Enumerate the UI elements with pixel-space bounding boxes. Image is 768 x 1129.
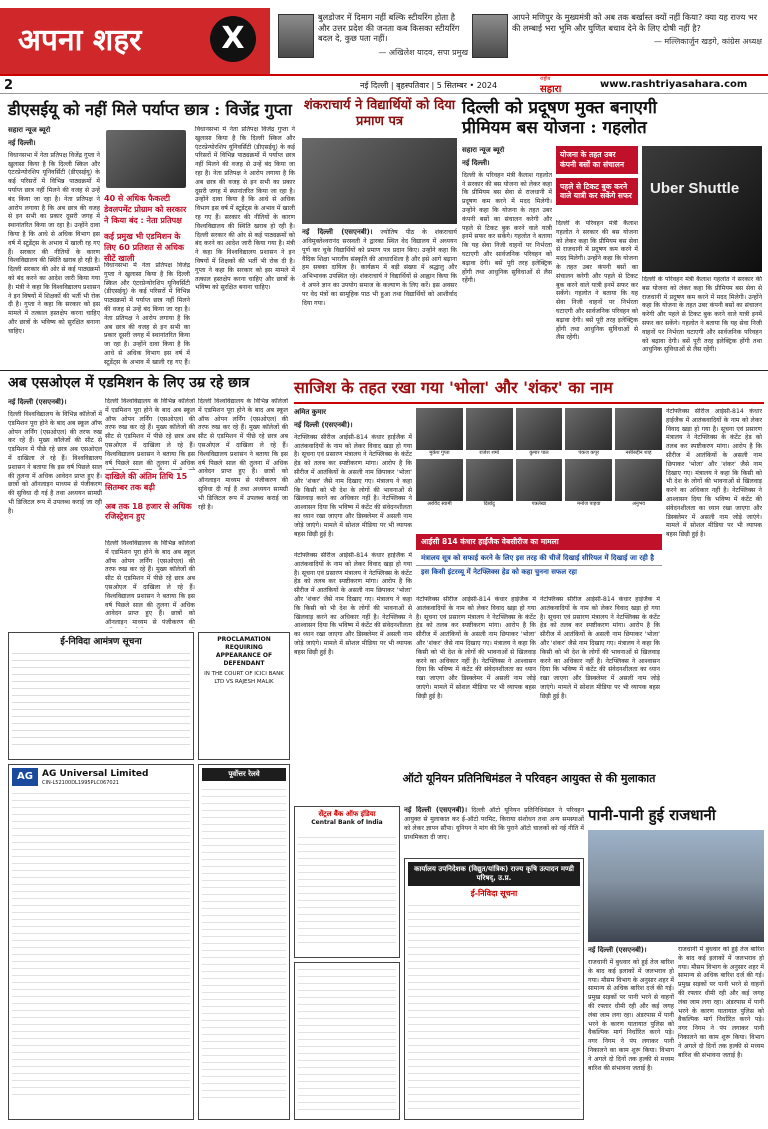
story1-body-cont2: विधानसभा में नेता प्रतिपक्ष विजेंद्र गुप्ता ने खुलासा किया है कि दिल्ली स्किल और एंटरप्रेन्योरशिप यूनिवर्सिटी (डीएसईयू) के कई परिसरों में विभिन्न पाठ्यक्रमों में पर्याप्त छात्र नहीं मिलने की वजह से उन्हें बंद किया जा रहा है। नेता प्रतिपक्ष ने आरोप लगाया है कि अब छात्र की वजह से इन सभी का प्रकार दूसरी जगह में स्थानांतरित किया जा रहा है। उन्होंने दावा किया है कि आधे से अधिक विभाग इस वर्ष में स्टूडेंट्स के अभाव में खाली रह गए हैं। सरकार की नीतियों के कारण विश्वविद्यालय की स्थिति खराब हो रही है। दिल्ली सरकार की ओर से कई पाठ्यक्रमों को बंद करने का आदेश जारी किया गया है। मंत्री ने कहा कि विश्वविद्यालय प्रशासन ने इन विषयों में शिक्षकों की भर्ती भी रोक दी है। गुप्ता ने कहा कि सरकार को इस मामले में तत्काल हस्तक्षेप करना चाहिए और छात्रों के भविष्य को सुरक्षित बनाना चाहिए।: [195, 126, 295, 292]
story6-body: [404, 806, 584, 854]
cast-member: पत्रलेखा: [516, 459, 563, 507]
story4-headline: अब एसओएल में एडमिशन के लिए उम्र रहे छात्र: [8, 375, 250, 391]
story5-body-col1: [294, 408, 412, 548]
ag-universal-ad: [8, 764, 194, 1120]
quote2-text: आपने मणिपुर के मुख्यमंत्री को अब तक बर्खास्त क्यों नहीं किया? क्या यह राज्य भर की लम्बाई भरा भूमि और घुणित बचाव देने के लिए दोषी नहीं है?: [512, 12, 758, 33]
bank-title-en: Central Bank of India: [311, 819, 383, 827]
story6-headline: ऑटो यूनियन प्रतिनिधिमंडल ने परिवहन आयुक्त से की मुलाकात: [402, 772, 656, 785]
proclamation-court: IN THE COURT OF ICICI BANK LTD VS RAJESH MALIK: [204, 671, 284, 685]
story3-headline-2: प्रीमियम बस योजना : गहलोत: [462, 118, 647, 139]
story4-body: दिल्ली विश्वविद्यालय के विभिन्न कॉलेजों में एडमिशन पूरा होने के बाद अब स्कूल ऑफ ओपन लर्निंग (एसओएल) की तरफ रुख कर रहे हैं। मुख्य कॉलेजों की सीट से एडमिशन में पीछे रहे छात्र अब एसओएल में दाखिला ले रहे हैं। विश्वविद्यालय प्रशासन ने बताया कि इस वर्ष पिछले साल की तुलना में अधिक आवेदन प्राप्त हुए हैं। छात्रों को ऑनलाइन माध्यम से पंजीकरण की सुविधा दी गई है तथा अध्ययन सामग्री भी डिजिटल रूप में उपलब्ध कराई जा रही है।: [8, 410, 102, 515]
cast-member: कुमार पाल: [516, 408, 563, 456]
paper-name: सहारा: [540, 84, 562, 95]
quote1-author: — अखिलेश यादव, सपा प्रमुख: [378, 47, 468, 57]
story1-body-cont: विधानसभा में नेता प्रतिपक्ष विजेंद्र गुप्ता ने खुलासा किया है कि दिल्ली स्किल और एंटरप्रेन्योरशिप यूनिवर्सिटी (डीएसईयू) के कई परिसरों में विभिन्न पाठ्यक्रमों में पर्याप्त छात्र नहीं मिलने की वजह से उन्हें बंद किया जा रहा है। नेता प्रतिपक्ष ने आरोप लगाया है कि अब छात्र की वजह से इन सभी का प्रकार दूसरी जगह में स्थानांतरित किया जा रहा है। उन्होंने दावा किया है कि आधे से अधिक विभाग इस वर्ष में स्टूडेंट्स के अभाव में खाली रह गए हैं।: [104, 262, 190, 366]
tender-title: कार्यालय उपनिदेशक (विद्युत/यांत्रिक) राज्य कृषि उत्पादन मण्डी परिषद्, उ.प्र.: [408, 862, 580, 886]
story4-bullet-1: दाखिले की अंतिम तिथि 15 सितम्बर तक बढ़ी: [105, 472, 188, 492]
cast-member: दिब्येंदु: [466, 459, 513, 507]
page-number: 2: [4, 78, 14, 93]
story2-body: [302, 228, 457, 366]
story6-text: दिल्ली ऑटो यूनियन प्रतिनिधिमंडल ने परिवहन आयुक्त से मुलाकात कर ई-ऑटो परमिट, किराया संशोधन तथा अन्य समस्याओं को लेकर ज्ञापन सौंपा। यूनियन ने मांग की कि पुराने ऑटो चालकों को नई नीति में प्राथमिकता दी जाए।: [404, 807, 584, 841]
story3-body-col2: [556, 220, 638, 366]
story1: [8, 100, 308, 119]
divider: [0, 370, 768, 371]
notice-ad-2: [294, 962, 400, 1120]
notice-ad-title: ई-निविदा आमंत्रण सूचना: [60, 637, 142, 647]
story3-bullet-2: पहले से टिकट बुक करने वाले यात्री कर सकेंगे सफर: [556, 178, 638, 206]
story3-body-col1: [462, 146, 552, 366]
story4-body-col3: [198, 398, 288, 628]
story5-body-cont: नेटफ्लिक्स सीरीज आईसी-814 कंधार हाईजैक में आतंकवादियों के नाम को लेकर विवाद खड़ा हो गया है। सूचना एवं प्रसारण मंत्रालय ने नेटफ्लिक्स के कंटेंट हेड को तलब कर स्पष्टीकरण मांगा। आरोप है कि सीरीज में आतंकियों के असली नाम छिपाकर 'भोला' और 'शंकर' जैसे नाम दिखाए गए। मंत्रालय ने कहा कि किसी को भी देश के लोगों की भावनाओं से खिलवाड़ करने का अधिकार नहीं है। नेटफ्लिक्स ने आश्वासन दिया कि भविष्य में कंटेंट की संवेदनशीलता का ध्यान रखा जाएगा और डिस्क्लेमर में असली नाम जोड़े जाएंगे। मामले में सोशल मीडिया पर भी व्यापक बहस छिड़ी हुई है।: [416, 596, 536, 700]
story5-cast-grid: [416, 408, 662, 530]
cast-member: अनुभव: [615, 459, 662, 507]
story3-byline: सहारा न्यूज ब्यूरो: [462, 146, 505, 154]
brand-title: अपना शहर: [18, 23, 142, 58]
story1-body-col2: [104, 262, 190, 366]
story3-photo: [642, 146, 762, 272]
story7-body-col1: [588, 946, 674, 1124]
story3-body-col3: [642, 276, 762, 366]
story5-body: नेटफ्लिक्स सीरीज आईसी-814 कंधार हाईजैक में आतंकवादियों के नाम को लेकर विवाद खड़ा हो गया है। सूचना एवं प्रसारण मंत्रालय ने नेटफ्लिक्स के कंटेंट हेड को तलब कर स्पष्टीकरण मांगा। आरोप है कि सीरीज में आतंकियों के असली नाम छिपाकर 'भोला' और 'शंकर' जैसे नाम दिखाए गए। मंत्रालय ने कहा कि किसी को भी देश के लोगों की भावनाओं से खिलवाड़ करने का अधिकार नहीं है। नेटफ्लिक्स ने आश्वासन दिया कि भविष्य में कंटेंट की संवेदनशीलता का ध्यान रखा जाएगा और डिस्क्लेमर में असली नाम जोड़े जाएंगे। मामले में सोशल मीडिया पर भी व्यापक बहस छिड़ी हुई है।: [294, 433, 412, 538]
quote2-author: — मल्लिकार्जुन खड़गे, कांग्रेस अध्यक्ष: [653, 37, 762, 47]
story1-body: विधानसभा में नेता प्रतिपक्ष विजेंद्र गुप्ता ने खुलासा किया है कि दिल्ली स्किल और एंटरप्रेन्योरशिप यूनिवर्सिटी (डीएसईयू) के कई परिसरों में विभिन्न पाठ्यक्रमों में पर्याप्त छात्र नहीं मिलने की वजह से उन्हें बंद किया जा रहा है। नेता प्रतिपक्ष ने आरोप लगाया है कि अब छात्र की वजह से इन सभी का प्रकार दूसरी जगह में स्थानांतरित किया जा रहा है। उन्होंने दावा किया है कि आधे से अधिक विभाग इस वर्ष में स्टूडेंट्स के अभाव में खाली रह गए हैं। सरकार की नीतियों के कारण विश्वविद्यालय की स्थिति खराब हो रही है। दिल्ली सरकार की ओर से कई पाठ्यक्रमों को बंद करने का आदेश जारी किया गया है। मंत्री ने कहा कि विश्वविद्यालय प्रशासन ने इन विषयों में शिक्षकों की भर्ती भी रोक दी है। गुप्ता ने कहा कि सरकार को इस मामले में तत्काल हस्तक्षेप करना चाहिए और छात्रों के भविष्य को सुरक्षित बनाना चाहिए।: [8, 151, 100, 335]
brand-banner: [0, 8, 270, 74]
story7-body-col2: [678, 946, 764, 1124]
cast-member: मनोज पाहवा: [565, 459, 612, 507]
story2-photo: [302, 138, 457, 224]
story1-portrait: [106, 130, 186, 188]
story1-body-col3: [195, 126, 295, 366]
paper-name-small: राष्ट्रीय: [540, 76, 551, 82]
tender-ad: [404, 858, 584, 1120]
railway-title: पूर्वोत्तर रेलवे: [202, 768, 286, 781]
story6: [294, 772, 764, 786]
story7-body: राजधानी में बुधवार को हुई तेज बारिश के बाद कई इलाकों में जलभराव हो गया। मौसम विभाग के अनुसार शहर में सामान्य से अधिक बारिश दर्ज की गई। प्रमुख सड़कों पर पानी भरने से वाहनों की रफ्तार धीमी रही और कई जगह लंबा जाम लगा रहा। अंडरपास में पानी भरने के कारण यातायात पुलिस को वैकल्पिक मार्ग निर्धारित करने पड़े। नगर निगम ने पंप लगाकर पानी निकालने का काम शुरू किया। विभाग ने अगले दो दिनों तक हल्की से मध्यम बारिश की संभावना जताई है।: [588, 958, 674, 1072]
date-ribbon: [0, 74, 768, 94]
story3: [462, 98, 762, 139]
cast-member: पंकज कपूर: [565, 408, 612, 456]
story5-dateline: नई दिल्ली (एसएनबी)।: [294, 420, 353, 429]
story2-dateline: नई दिल्ली (एसएनबी)।: [302, 228, 373, 236]
quote1-portrait: [278, 14, 314, 58]
story5-body-col2: [416, 596, 536, 768]
story4-body-cont2: दिल्ली विश्वविद्यालय के विभिन्न कॉलेजों में एडमिशन पूरा होने के बाद अब स्कूल ऑफ ओपन लर्निंग (एसओएल) की तरफ रुख कर रहे हैं। मुख्य कॉलेजों की सीट से एडमिशन में पीछे रहे छात्र अब एसओएल में दाखिला ले रहे हैं। विश्वविद्यालय प्रशासन ने बताया कि इस वर्ष पिछले साल की तुलना में अधिक आवेदन प्राप्त हुए हैं। छात्रों को ऑनलाइन माध्यम से पंजीकरण की: [105, 540, 195, 627]
story1-dateline: नई दिल्ली।: [8, 138, 36, 147]
quote1-text: बुलडोजर में दिमाग नहीं बल्कि स्टीयरिंग होता है और उत्तर प्रदेश की जनता कब किसका स्टीयरिंग बदल दे, कुछ पता नहीं।: [318, 12, 460, 44]
story5-body-cont4: नेटफ्लिक्स सीरीज आईसी-814 कंधार हाईजैक में आतंकवादियों के नाम को लेकर विवाद खड़ा हो गया है। सूचना एवं प्रसारण मंत्रालय ने नेटफ्लिक्स के कंटेंट हेड को तलब कर स्पष्टीकरण मांगा। आरोप है कि सीरीज में आतंकियों के असली नाम छिपाकर 'भोला' और 'शंकर' जैसे नाम दिखाए गए। मंत्रालय ने कहा कि किसी को भी देश के लोगों की भावनाओं से खिलवाड़ करने का अधिकार नहीं है। नेटफ्लिक्स ने आश्वासन दिया कि भविष्य में कंटेंट की संवेदनशीलता का ध्यान रखा जाएगा और डिस्क्लेमर में असली नाम जोड़े जाएंगे। मामले में सोशल मीडिया पर भी व्यापक बहस छिड़ी हुई है।: [294, 552, 412, 656]
story3-bullet-1: योजना के तहत उबर कंपनी बसों का संचालन: [556, 146, 638, 174]
cast-member: राजेश शर्मा: [466, 408, 513, 456]
story3-body: दिल्ली के परिवहन मंत्री कैलाश गहलोत ने सरकार की बस योजना को लेकर कहा कि प्रीमियम बस सेवा से राजधानी में प्रदूषण कम करने में मदद मिलेगी। उन्होंने कहा कि योजना के तहत उबर कंपनी बसों का संचालन करेगी और पहले से टिकट बुक करने वाले यात्री इनमें सफर कर सकेंगे। गहलोत ने बताया कि यह सेवा निजी वाहनों पर निर्भरता घटाएगी और सार्वजनिक परिवहन को बढ़ावा देगी। बसें पूरी तरह इलेक्ट्रिक होंगी तथा आधुनिक सुविधाओं से लैस रहेंगी।: [462, 171, 552, 285]
story4-body-col2b: [105, 540, 195, 628]
masthead: [0, 0, 768, 74]
story1-headline: डीएसईयू को नहीं मिले पर्याप्त छात्र : विजेंद्र गुप्ता: [8, 100, 292, 119]
story5-body-cont2: नेटफ्लिक्स सीरीज आईसी-814 कंधार हाईजैक में आतंकवादियों के नाम को लेकर विवाद खड़ा हो गया है। सूचना एवं प्रसारण मंत्रालय ने नेटफ्लिक्स के कंटेंट हेड को तलब कर स्पष्टीकरण मांगा। आरोप है कि सीरीज में आतंकियों के असली नाम छिपाकर 'भोला' और 'शंकर' जैसे नाम दिखाए गए। मंत्रालय ने कहा कि किसी को भी देश के लोगों की भावनाओं से खिलवाड़ करने का अधिकार नहीं है। नेटफ्लिक्स ने आश्वासन दिया कि भविष्य में कंटेंट की संवेदनशीलता का ध्यान रखा जाएगा और डिस्क्लेमर में असली नाम जोड़े जाएंगे। मामले में सोशल मीडिया पर भी व्यापक बहस छिड़ी हुई है।: [540, 596, 660, 700]
story5-callouts: [416, 534, 662, 579]
ag-title: AG Universal Limited: [42, 769, 149, 779]
story2-headline: शंकराचार्य ने विद्यार्थियों को दिया प्रमाण पत्र: [303, 98, 456, 130]
story4-bullets: [105, 472, 195, 523]
story2: [302, 98, 457, 131]
ag-logo-icon: AG: [12, 768, 38, 786]
story4-dateline: नई दिल्ली (एसएनबी)।: [8, 398, 67, 406]
website: www.rashtriyasahara.com: [600, 79, 748, 90]
story7: [588, 806, 764, 824]
story5-callout-1: आईसी 814 कंधार हाईजैक वेबसीरीज का मामला: [416, 534, 662, 550]
story5-callout-3: इस किसी इंटरव्यू में नेटफ्लिक्स हेड को कहा चुनना सफल रहा: [421, 568, 577, 576]
story5-callout-2: मंत्रालय सूत्र को सफाई करने के लिए इस तरह की चीजें दिखाई सीरियल में दिखाई जा रही है: [416, 552, 662, 566]
story3-dateline: नई दिल्ली।: [462, 158, 490, 167]
proclamation-title: PROCLAMATION REQUIRING APPEARANCE OF DEFENDANT: [215, 636, 273, 668]
story5-body-col1b: [294, 552, 412, 768]
story1-bullet-1: 40 से अधिक फैकल्टी डेवलपमेंट प्रोग्राम को सरकार ने किया बंद : नेता प्रतिपक्ष: [104, 194, 187, 225]
story5-headline: साजिश के तहत रखा गया 'भोला' और 'शंकर' का नाम: [294, 378, 613, 397]
story4-body-cont3: दिल्ली विश्वविद्यालय के विभिन्न कॉलेजों में एडमिशन पूरा होने के बाद अब स्कूल ऑफ ओपन लर्निंग (एसओएल) की तरफ रुख कर रहे हैं। मुख्य कॉलेजों की सीट से एडमिशन में पीछे रहे छात्र अब एसओएल में दाखिला ले रहे हैं। विश्वविद्यालय प्रशासन ने बताया कि इस वर्ष पिछले साल की तुलना में अधिक आवेदन प्राप्त हुए हैं। छात्रों को ऑनलाइन माध्यम से पंजीकरण की सुविधा दी गई है तथा अध्ययन सामग्री भी डिजिटल रूप में उपलब्ध कराई जा रही है।: [198, 398, 288, 511]
cast-member: अरविंद स्वामी: [416, 459, 463, 507]
story5-body-col4: [666, 408, 762, 768]
railway-ad: [198, 764, 290, 1120]
story3-bullets: [556, 146, 638, 205]
story6-dateline: नई दिल्ली (एसएनबी)।: [404, 806, 468, 814]
x-logo-icon: X: [210, 16, 256, 62]
story1-body-col1: [8, 126, 100, 366]
story7-body-cont: राजधानी में बुधवार को हुई तेज बारिश के बाद कई इलाकों में जलभराव हो गया। मौसम विभाग के अनुसार शहर में सामान्य से अधिक बारिश दर्ज की गई। प्रमुख सड़कों पर पानी भरने से वाहनों की रफ्तार धीमी रही और कई जगह लंबा जाम लगा रहा। अंडरपास में पानी भरने के कारण यातायात पुलिस को वैकल्पिक मार्ग निर्धारित करने पड़े। नगर निगम ने पंप लगाकर पानी निकालने का काम शुरू किया। विभाग ने अगले दो दिनों तक हल्की से मध्यम बारिश की संभावना जताई है।: [678, 946, 764, 1059]
story4-bullet-2: अब तक 18 हजार से अधिक रजिस्ट्रेशन हुए: [105, 501, 192, 522]
quote2-portrait: [472, 14, 508, 58]
story2-text: ज्योतिष पीठ के शंकराचार्य अविमुक्तेश्वरानंद सरस्वती ने द्वारका स्थित वेद विद्यालय में अध्ययन पूर्ण कर चुके विद्यार्थियों को प्रमाण पत्र प्रदान किए। उन्होंने कहा कि वैदिक शिक्षा भारतीय संस्कृति की आधारशिला है और इसे आगे बढ़ाना हम सबका दायित्व है। कार्यक्रम में बड़ी संख्या में श्रद्धालु और अभिभावक उपस्थित रहे। शंकराचार्य ने विद्यार्थियों से आह्वान किया कि वे अपने ज्ञान का उपयोग समाज के कल्याण के लिए करें। इस अवसर पर वेद मंत्रों का सामूहिक पाठ भी हुआ तथा विद्यार्थियों को आशीर्वाद दिया गया।: [302, 229, 457, 307]
story4-body-col1: [8, 398, 102, 628]
story5-headline-bar: [294, 374, 764, 404]
story3-photo-caption: Uber Shuttle: [650, 180, 740, 197]
ag-cin: CIN-L52100DL1995PLC067021: [42, 780, 119, 787]
cast-member: नसीरुद्दीन शाह: [615, 408, 662, 456]
story5-body-cont3: नेटफ्लिक्स सीरीज आईसी-814 कंधार हाईजैक में आतंकवादियों के नाम को लेकर विवाद खड़ा हो गया है। सूचना एवं प्रसारण मंत्रालय ने नेटफ्लिक्स के कंटेंट हेड को तलब कर स्पष्टीकरण मांगा। आरोप है कि सीरीज में आतंकियों के असली नाम छिपाकर 'भोला' और 'शंकर' जैसे नाम दिखाए गए। मंत्रालय ने कहा कि किसी को भी देश के लोगों की भावनाओं से खिलवाड़ करने का अधिकार नहीं है। नेटफ्लिक्स ने आश्वासन दिया कि भविष्य में कंटेंट की संवेदनशीलता का ध्यान रखा जाएगा और डिस्क्लेमर में असली नाम जोड़े जाएंगे। मामले में सोशल मीडिया पर भी व्यापक बहस छिड़ी हुई है।: [666, 408, 762, 539]
story7-photo: [588, 830, 764, 942]
bank-ad: [294, 806, 400, 958]
cast-member: मुकेश गुप्ता: [416, 408, 463, 456]
dateline: नई दिल्ली | बृहस्पतिवार | 5 सितम्बर • 2024: [360, 81, 498, 90]
quote1: [318, 12, 468, 58]
story1-bullets: [104, 194, 188, 265]
notice-ad-1: [8, 632, 194, 760]
story3-body-cont2: दिल्ली के परिवहन मंत्री कैलाश गहलोत ने सरकार की बस योजना को लेकर कहा कि प्रीमियम बस सेवा से राजधानी में प्रदूषण कम करने में मदद मिलेगी। उन्होंने कहा कि योजना के तहत उबर कंपनी बसों का संचालन करेगी और पहले से टिकट बुक करने वाले यात्री इनमें सफर कर सकेंगे। गहलोत ने बताया कि यह सेवा निजी वाहनों पर निर्भरता घटाएगी और सार्वजनिक परिवहन को बढ़ावा देगी। बसें पूरी तरह इलेक्ट्रिक होंगी तथा आधुनिक सुविधाओं से लैस रहेंगी।: [642, 276, 762, 354]
story1-byline: सहारा न्यूज ब्यूरो: [8, 126, 51, 134]
story4-body-col2: [105, 398, 195, 470]
story4: [8, 374, 288, 392]
story3-body-cont: दिल्ली के परिवहन मंत्री कैलाश गहलोत ने सरकार की बस योजना को लेकर कहा कि प्रीमियम बस सेवा से राजधानी में प्रदूषण कम करने में मदद मिलेगी। उन्होंने कहा कि योजना के तहत उबर कंपनी बसों का संचालन करेगी और पहले से टिकट बुक करने वाले यात्री इनमें सफर कर सकेंगे। गहलोत ने बताया कि यह सेवा निजी वाहनों पर निर्भरता घटाएगी और सार्वजनिक परिवहन को बढ़ावा देगी। बसें पूरी तरह इलेक्ट्रिक होंगी तथा आधुनिक सुविधाओं से लैस रहेंगी।: [556, 220, 638, 342]
story1-bullet-2: कई प्रमुख भी एडमिशन के लिए 60 प्रतिशत से अधिक सीटें खाली: [104, 232, 185, 263]
proclamation-ad: [198, 632, 290, 760]
story7-dateline: नई दिल्ली (एसएनबी)।: [588, 946, 647, 954]
tender-sub: ई-निविदा सूचना: [470, 889, 518, 899]
story5-body-col3: [540, 596, 660, 768]
story3-headline-1: दिल्ली को प्रदूषण मुक्त बनाएगी: [462, 98, 657, 118]
story5-byline: अमित कुमार: [294, 408, 327, 416]
quote2: [512, 12, 762, 47]
story4-body-cont: दिल्ली विश्वविद्यालय के विभिन्न कॉलेजों में एडमिशन पूरा होने के बाद अब स्कूल ऑफ ओपन लर्निंग (एसओएल) की तरफ रुख कर रहे हैं। मुख्य कॉलेजों की सीट से एडमिशन में पीछे रहे छात्र अब एसओएल में दाखिला ले रहे हैं। विश्वविद्यालय प्रशासन ने बताया कि इस वर्ष पिछले साल की तुलना में अधिक: [105, 398, 195, 467]
story7-headline: पानी-पानी हुई राजधानी: [588, 806, 716, 824]
bank-title: सेंट्रल बैंक ऑफ इंडिया: [318, 810, 376, 818]
